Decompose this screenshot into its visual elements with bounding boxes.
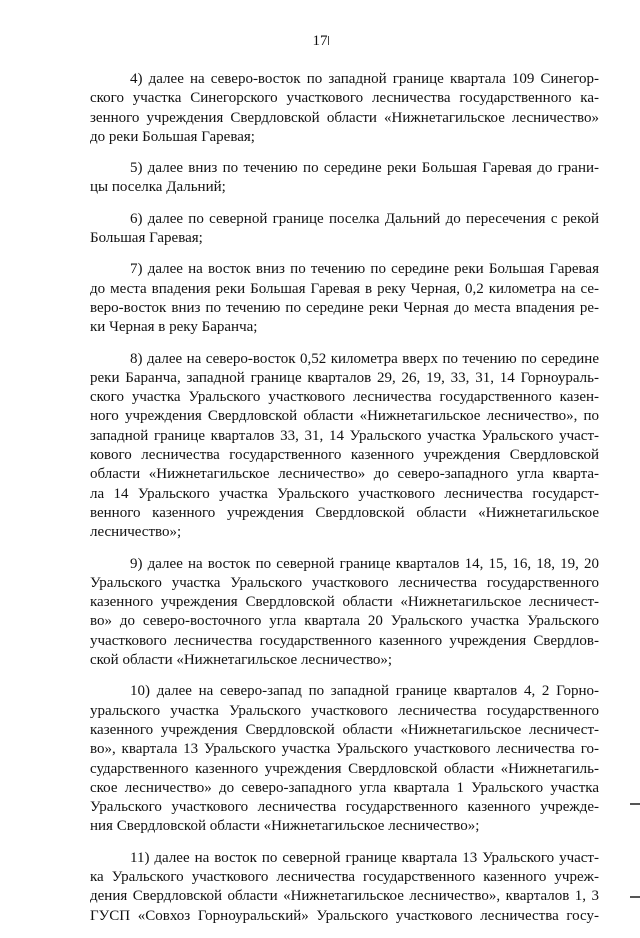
paragraph (90, 260, 599, 337)
paragraph (90, 682, 599, 836)
text-line: зенного учреждения Свердловской области «Нижнетагильское лесничество» (90, 109, 599, 126)
document-body (90, 70, 599, 938)
text-line: 6) далее по северной границе поселка Дальний до пересечения с рекой (130, 210, 599, 227)
text-line: Уральского участкового лесничества государственного казенного учрежде- (90, 799, 599, 816)
text-line: кового лесничества государственного казенного учреждения Свердловской (90, 447, 599, 464)
text-line: ского участка Уральского участкового лесничества государственного казен- (90, 389, 599, 406)
text-line: 10) далее на северо-запад по западной границе кварталов 4, 2 Горно- (130, 683, 599, 700)
text-line: уральского участка Уральского участкового лесничества государственного (90, 702, 599, 719)
text-line: Большая Гаревая; (90, 230, 203, 247)
text-line: лесничество»; (90, 524, 182, 541)
text-line: ской области «Нижнетагильское лесничество»; (90, 652, 393, 669)
text-line: Уральского участка Уральского участкового лесничества государственного (90, 574, 599, 591)
page-number: 17 (312, 33, 328, 49)
text-line: ка Уральского участкового лесничества государственного казенного учреж- (90, 868, 599, 885)
scan-mark (328, 36, 329, 45)
text-line: ки Черная в реку Баранча; (90, 319, 258, 336)
paragraph (90, 555, 599, 671)
text-line: казенного учреждения Свердловской области «Нижнетагильское лесничест- (90, 594, 599, 611)
text-line: веро-восток вниз по течению по середине реки Черная до места впадения ре- (90, 299, 599, 316)
paragraph (90, 849, 599, 926)
text-line: дения Свердловской области «Нижнетагильское лесничество», кварталов 1, 3 (90, 888, 599, 905)
text-line: 5) далее вниз по течению по середине реки Большая Гаревая до грани- (130, 160, 599, 177)
text-line: цы поселка Дальний; (90, 179, 226, 196)
text-line: области «Нижнетагильское лесничество» до северо-западного угла кварта- (90, 466, 599, 483)
text-line: ское лесничество» до северо-западного угла квартала 1 Уральского участка (90, 779, 599, 796)
text-line: ла 14 Уральского участка Уральского участкового лесничества государст- (90, 485, 599, 502)
text-line: до реки Большая Гаревая; (90, 128, 255, 145)
text-line: ния Свердловской области «Нижнетагильское лесничество»; (90, 818, 480, 835)
text-line: ского участка Синегорского участкового лесничества государственного ка- (90, 90, 599, 107)
paragraph (90, 70, 599, 147)
text-line: 4) далее на северо-восток по западной границе квартала 109 Синегор- (130, 71, 599, 87)
text-line: ного учреждения Свердловской области «Нижнетагильское лесничество», по (90, 408, 599, 425)
text-line: казенного учреждения Свердловской области «Нижнетагильское лесничест- (90, 721, 599, 738)
text-line: 7) далее на восток вниз по течению по середине реки Большая Гаревая (130, 261, 599, 278)
paragraph (90, 210, 599, 249)
text-line: венного казенного учреждения Свердловской области «Нижнетагильское (90, 504, 599, 521)
text-line: ГУСП «Совхоз Горноуральский» Уральского участкового лесничества госу- (90, 907, 599, 924)
text-line: до места впадения реки Большая Гаревая в реку Черная, 0,2 километра на се- (90, 280, 599, 297)
text-line: участкового лесничества государственного казенного учреждения Свердлов- (90, 632, 599, 649)
paragraph (90, 159, 599, 198)
text-line: сударственного казенного учреждения Свердловской области «Нижнетагиль- (90, 760, 599, 777)
text-line: 9) далее на восток по северной границе кварталов 14, 15, 16, 18, 19, 20 (130, 555, 599, 572)
scan-edge-mark (630, 896, 640, 898)
text-line: 11) далее на восток по северной границе квартала 13 Уральского участ- (130, 849, 599, 866)
scan-edge-mark (630, 803, 640, 805)
text-line: западной границе кварталов 33, 31, 14 Уральского участка Уральского участ- (90, 427, 599, 444)
text-line: реки Баранча, западной границе кварталов 29, 26, 19, 33, 31, 14 Горноураль- (90, 369, 599, 386)
text-line: 8) далее на северо-восток 0,52 километра вверх по течению по середине (130, 350, 599, 367)
text-line: во», квартала 13 Уральского участка Уральского участкового лесничества го- (90, 741, 599, 758)
paragraph (90, 350, 599, 543)
text-line: во» до северо-восточного угла квартала 20 Уральского участка Уральского (90, 613, 599, 630)
